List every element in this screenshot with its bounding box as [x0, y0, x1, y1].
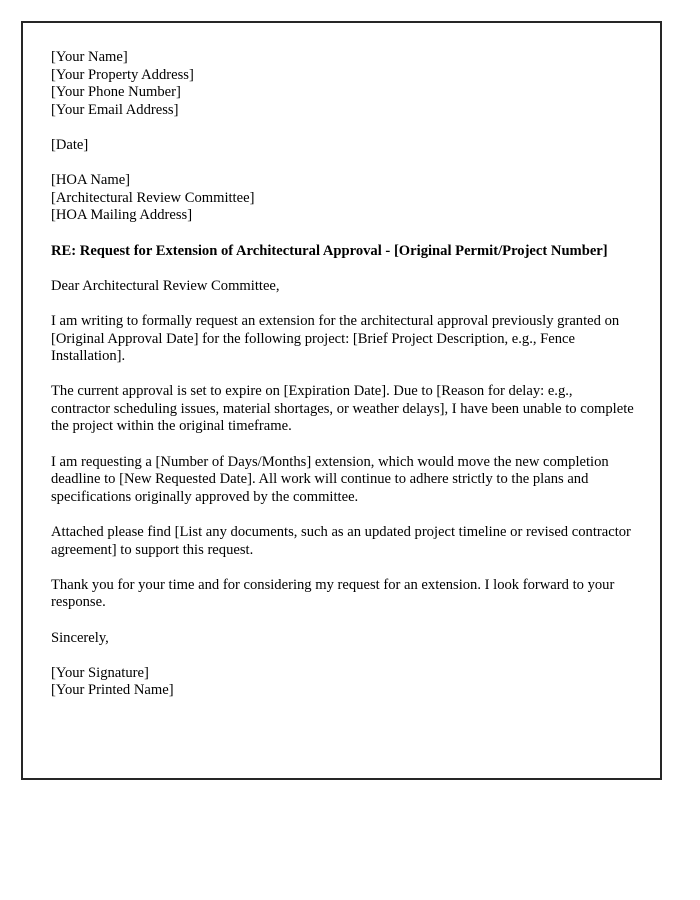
recipient-hoa-name-line: [HOA Name]	[51, 172, 131, 189]
closing: Sincerely,	[51, 629, 109, 646]
paragraph-thanks: Thank you for your time and for considering my request for an extension. I look forward to your response.	[51, 576, 615, 611]
printed-name-line: [Your Printed Name]	[51, 682, 174, 699]
sender-phone-line: [Your Phone Number]	[51, 84, 181, 101]
recipient-block	[51, 172, 634, 225]
date-line: [Date]	[51, 136, 89, 153]
subject-line: RE: Request for Extension of Architectural Approval - [Original Permit/Project Number]	[51, 242, 608, 259]
sender-email-line: [Your Email Address]	[51, 101, 179, 118]
signature-line: [Your Signature]	[51, 664, 149, 681]
sender-block	[51, 49, 634, 119]
sender-name-line: [Your Name]	[51, 49, 128, 65]
paragraph-intro: I am writing to formally request an extension for the architectural approval previously granted on [Original Approval Date] for the following project: [Brief Project Description, e.g., Fence Installation].	[51, 312, 620, 365]
letter-border-box	[21, 21, 662, 780]
paragraph-extension-request: I am requesting a [Number of Days/Months] extension, which would move the new completion deadline to [New Requested Date]. All work will continue to adhere strictly to the plans and specifications originally approved by the committee.	[51, 453, 609, 505]
paragraph-attachments: Attached please find [List any documents, such as an updated project timeline or revised contractor agreement] to support this request.	[51, 524, 631, 558]
signature-block	[51, 665, 634, 700]
recipient-mailing-address-line: [HOA Mailing Address]	[51, 207, 193, 224]
paragraph-expiration-reason: The current approval is set to expire on [Expiration Date]. Due to [Reason for delay: e.g., contractor scheduling issues, material shortages, or weather delays], I have been unable to complete the project within the original timeframe.	[51, 383, 634, 435]
recipient-committee-line: [Architectural Review Committee]	[51, 189, 255, 206]
salutation: Dear Architectural Review Committee,	[51, 277, 280, 294]
sender-address-line: [Your Property Address]	[51, 66, 194, 83]
